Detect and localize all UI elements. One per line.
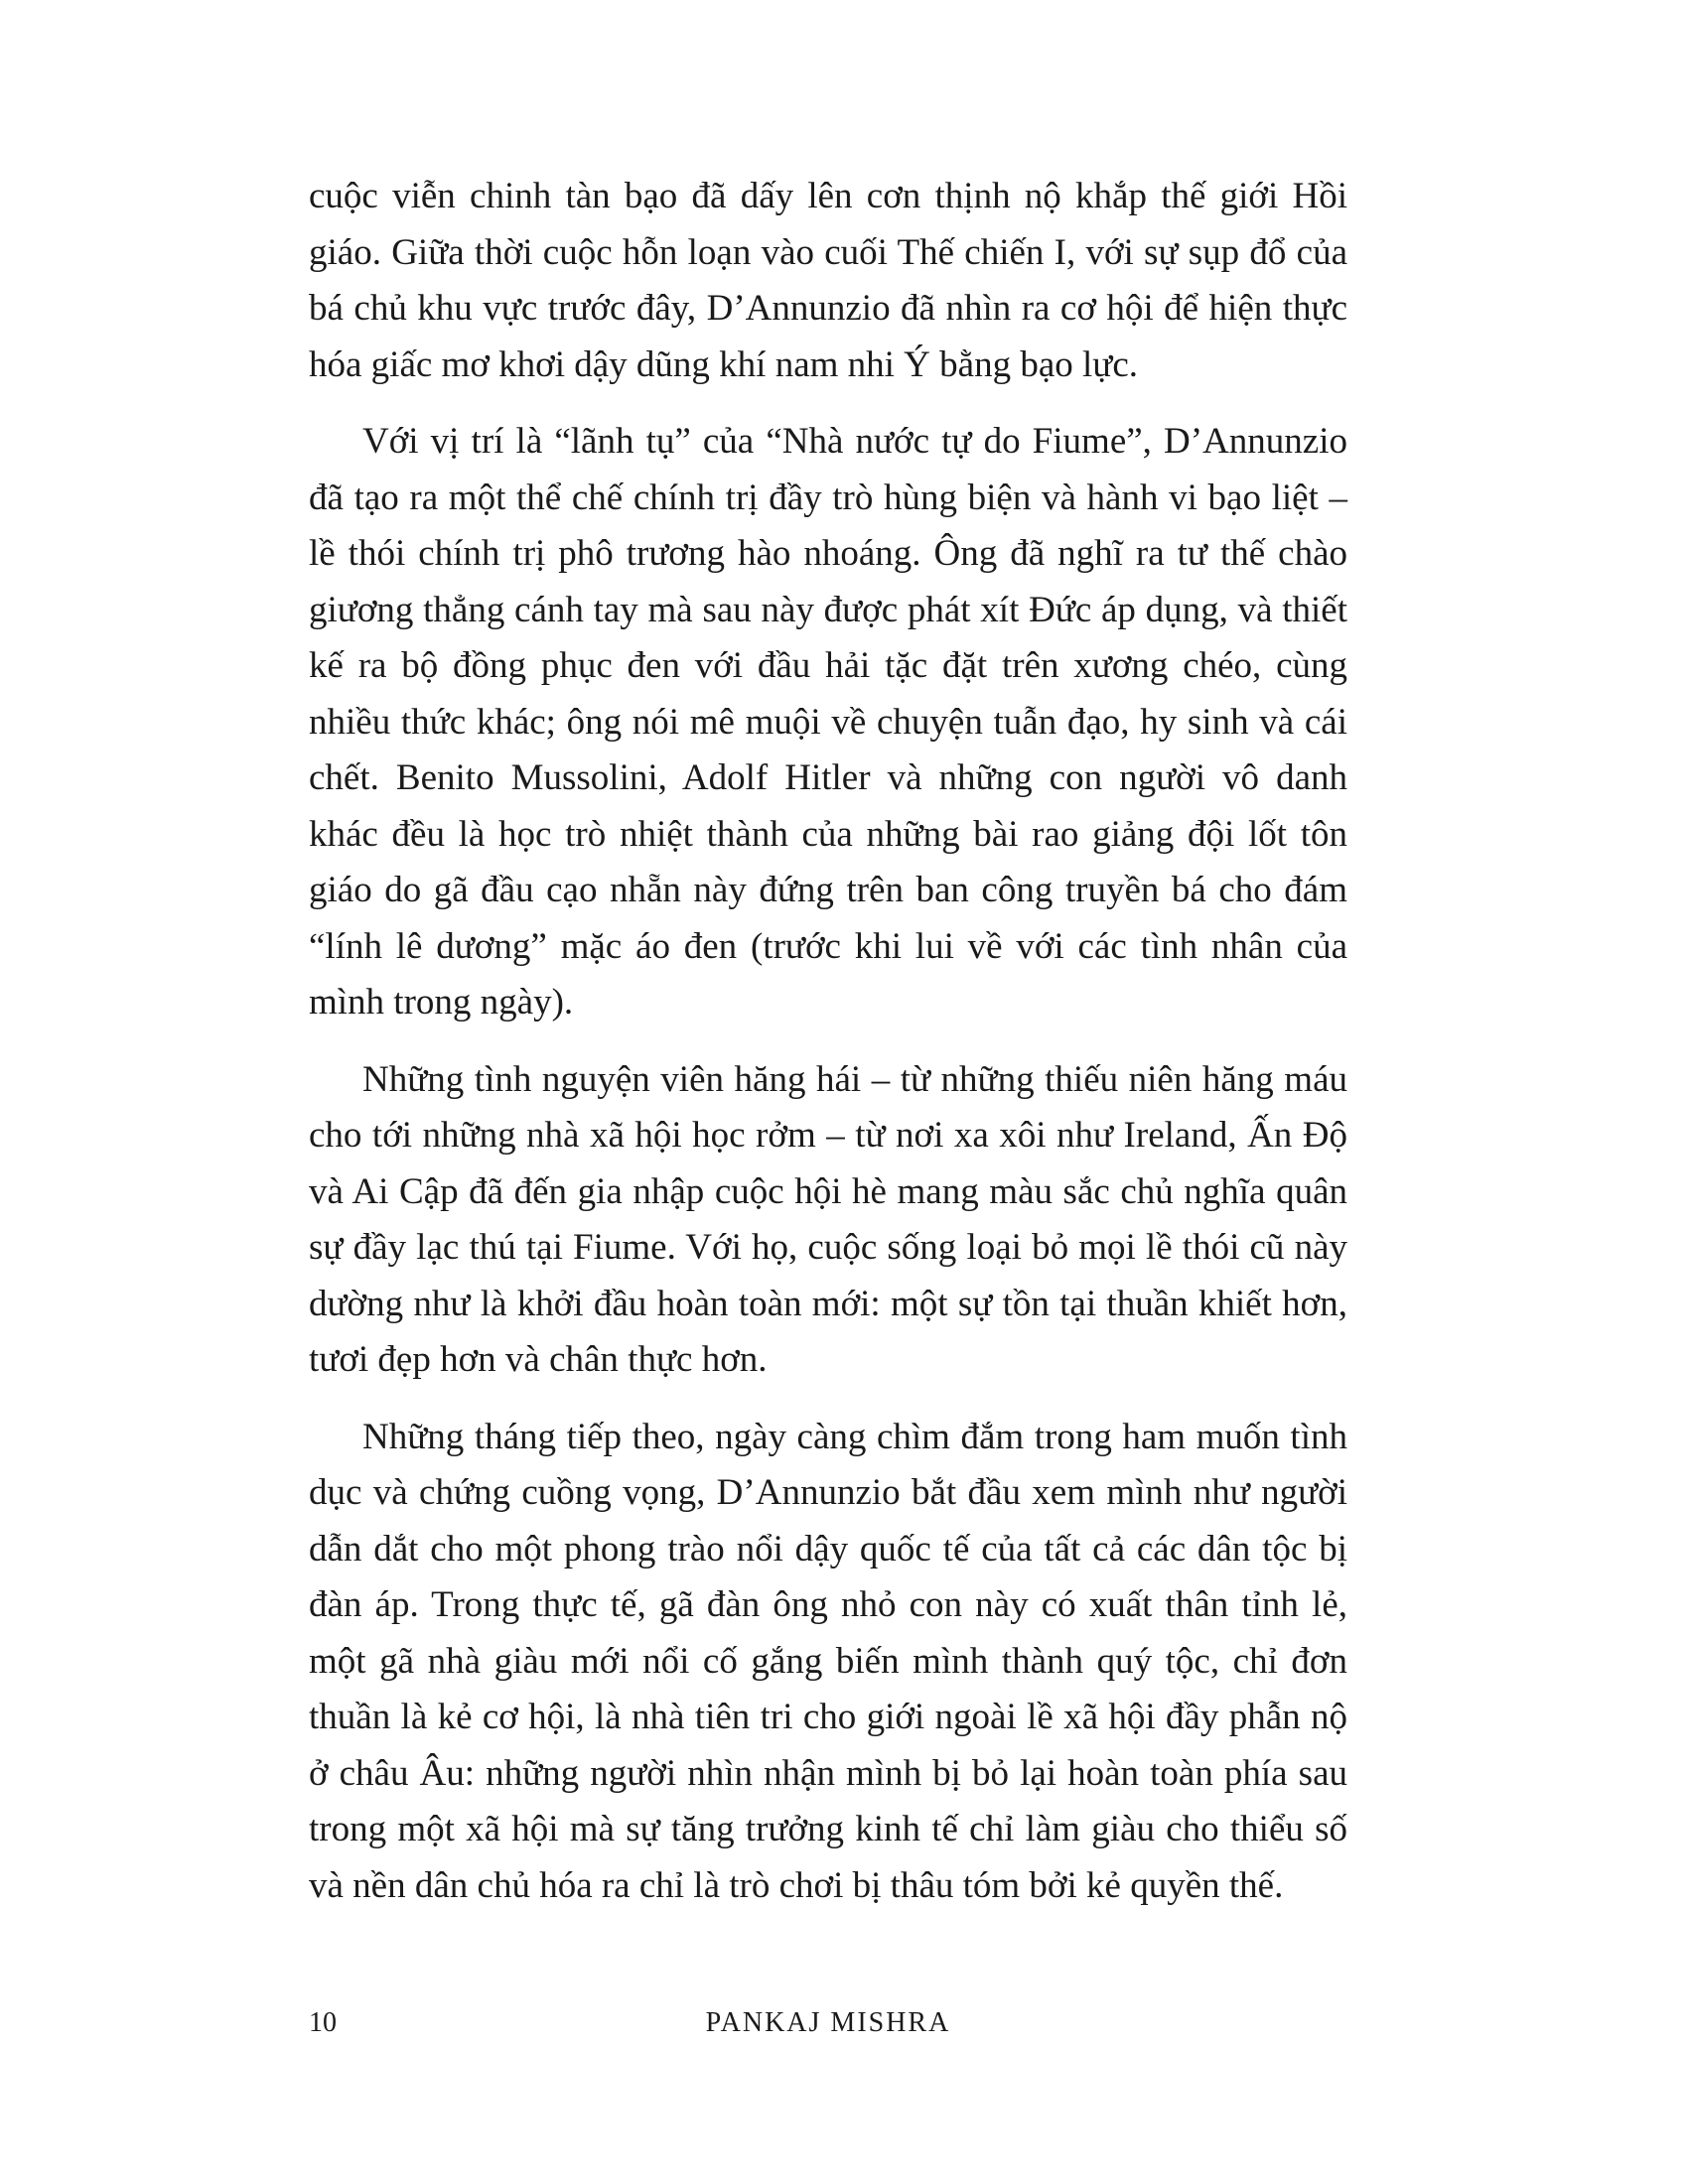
paragraph-3: Những tình nguyện viên hăng hái – từ những thiếu niên hăng máu cho tới những nhà xã hội học rởm – từ nơi xa xôi như Ireland, Ấn Độ và Ai Cập đã đến gia nhập cuộc hội hè mang màu sắc chủ nghĩa quân sự đầy lạc thú tại Fiume. Với họ, cuộc sống loại bỏ mọi lề thói cũ này dường như là khởi đầu hoàn toàn mới: một sự tồn tại thuần khiết hơn, tươi đẹp hơn và chân thực hơn.: [309, 1058, 1347, 1380]
running-head-author: PANKAJ MISHRA: [705, 2007, 951, 2038]
paragraph-4: Những tháng tiếp theo, ngày càng chìm đắm trong ham muốn tình dục và chứng cuồng vọng, D’Annunzio bắt đầu xem mình như người dẫn dắt cho một phong trào nổi dậy quốc tế của tất cả các dân tộc bị đàn áp. Trong thực tế, gã đàn ông nhỏ con này có xuất thân tỉnh lẻ, một gã nhà giàu mới nổi cố gắng biến mình thành quý tộc, chỉ đơn thuần là kẻ cơ hội, là nhà tiên tri cho giới ngoài lề xã hội đầy phẫn nộ ở châu Âu: những người nhìn nhận mình bị bỏ lại hoàn toàn phía sau trong một xã hội mà sự tăng trưởng kinh tế chỉ làm giàu cho thiểu số và nền dân chủ hóa ra chỉ là trò chơi bị thâu tóm bởi kẻ quyền thế.: [309, 1416, 1347, 1906]
page-footer: [309, 2003, 1347, 2043]
paragraph-2: Với vị trí là “lãnh tụ” của “Nhà nước tự do Fiume”, D’Annunzio đã tạo ra một thể chế chính trị đầy trò hùng biện và hành vi bạo liệt – lề thói chính trị phô trương hào nhoáng. Ông đã nghĩ ra tư thế chào giương thẳng cánh tay mà sau này được phát xít Đức áp dụng, và thiết kế ra bộ đồng phục đen với đầu hải tặc đặt trên xương chéo, cùng nhiều thức khác; ông nói mê muội về chuyện tuẫn đạo, hy sinh và cái chết. Benito Mussolini, Adolf Hitler và những con người vô danh khác đều là học trò nhiệt thành của những bài rao giảng đội lốt tôn giáo do gã đầu cạo nhẵn này đứng trên ban công truyền bá cho đám “lính lê dương” mặc áo đen (trước khi lui về với các tình nhân của mình trong ngày).: [309, 421, 1347, 1023]
page-number: 10: [309, 2007, 337, 2038]
paragraph-1: cuộc viễn chinh tàn bạo đã dấy lên cơn thịnh nộ khắp thế giới Hồi giáo. Giữa thời cuộc hỗn loạn vào cuối Thế chiến I, với sự sụp đổ của bá chủ khu vực trước đây, D’Annunzio đã nhìn ra cơ hội để hiện thực hóa giấc mơ khơi dậy dũng khí nam nhi Ý bằng bạo lực.: [309, 176, 1347, 385]
body-text: [309, 169, 1347, 1935]
